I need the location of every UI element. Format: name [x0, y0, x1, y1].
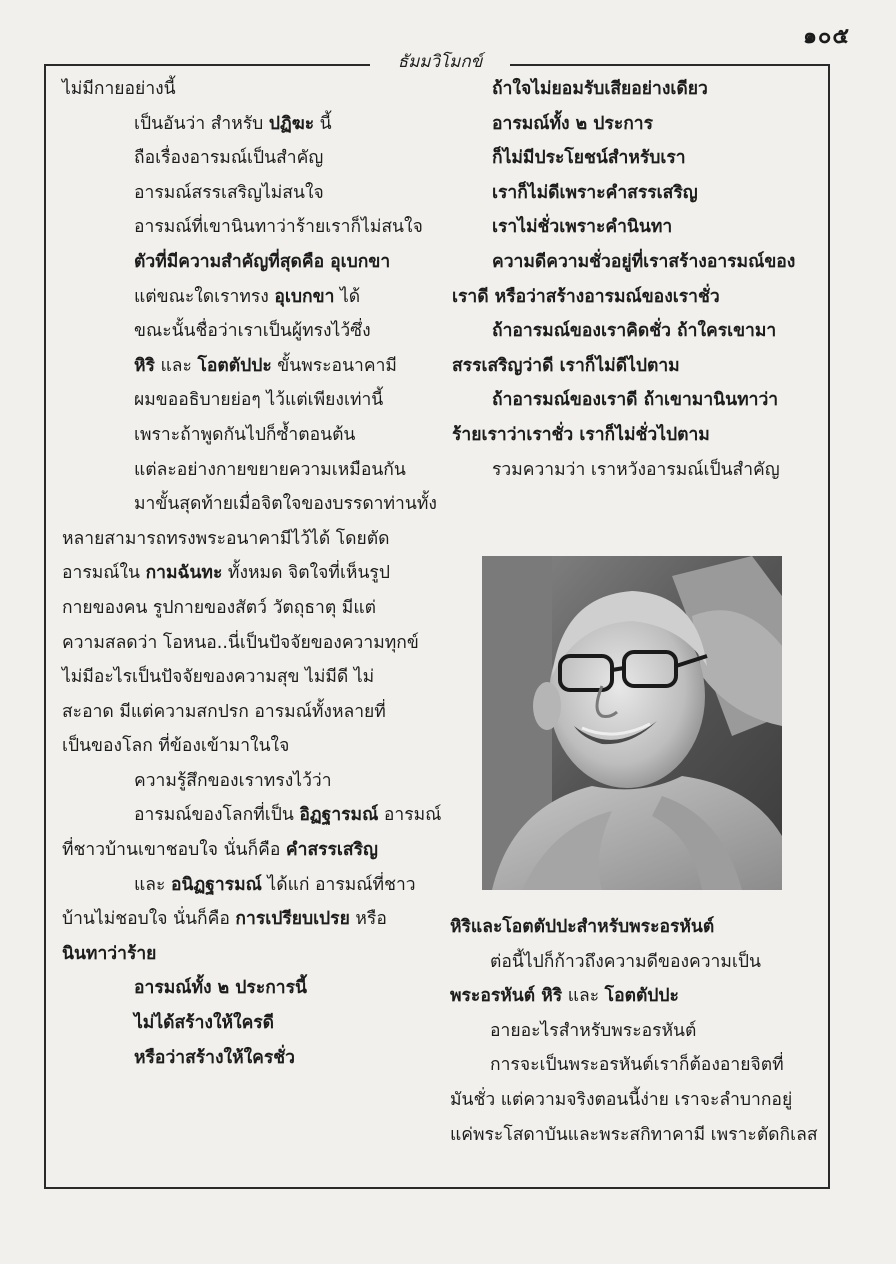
- right-column-line: ถ้าใจไม่ยอมรับเสียอย่างเดียว: [492, 79, 708, 99]
- left-column-line: [62, 556, 434, 591]
- page-number: ๑๐๕: [802, 23, 850, 49]
- left-column-line: กายของคน รูปกายของสัตว์ วัตถุธาตุ มีแต่: [62, 597, 376, 618]
- left-column-text-segment: เป็นอันว่า สำหรับ: [134, 113, 269, 134]
- left-column: [62, 72, 442, 1075]
- left-column-line: หรือว่าสร้างให้ใครชั่ว: [134, 1047, 295, 1068]
- right-column-line: สรรเสริญว่าดี เราก็ไม่ดีไปตาม: [452, 355, 680, 376]
- right-column-line: อารมณ์ทั้ง ๒ ประการ: [492, 113, 654, 134]
- left-column-text-segment: ได้: [334, 286, 361, 307]
- left-column-text-segment: แต่ขณะใดเราทรง: [134, 286, 275, 307]
- left-column-text-segment: อารมณ์ของโลกที่เป็น: [134, 805, 300, 826]
- left-column-line: เพราะถ้าพูดกันไปก็ซ้ำตอนต้น: [134, 424, 356, 445]
- left-column-text-segment: ปฏิฆะ: [268, 113, 315, 134]
- left-column-text-segment: การเปรียบเปรย: [235, 909, 350, 930]
- left-column-text-segment: คำสรรเสริญ: [285, 840, 378, 861]
- right-column-line: ถ้าอารมณ์ของเราคิดชั่ว ถ้าใครเขามา: [492, 321, 777, 342]
- right-column-line: ความดีความชั่วอยู่ที่เราสร้างอารมณ์ของ: [492, 251, 796, 272]
- left-column-line: หลายสามารถทรงพระอนาคามีไว้ได้ โดยตัด: [62, 528, 390, 549]
- left-column-line: แต่ละอย่างกายขยายความเหมือนกัน: [134, 459, 406, 480]
- left-column-line: ไม่มีอะไรเป็นปัจจัยของความสุข ไม่มีดี ไม่: [62, 667, 375, 688]
- left-column-line: ขณะนั้นชื่อว่าเราเป็นผู้ทรงไว้ซึ่ง: [134, 321, 371, 342]
- left-column-text-segment: นี้: [314, 113, 332, 134]
- caption-line: [450, 979, 815, 1014]
- caption-text-segment: โอตตัปปะ: [604, 986, 679, 1007]
- caption-line: แค่พระโสดาบันและพระสกิทาคามี เพราะตัดกิเลส: [450, 1124, 818, 1145]
- left-column-line: ตัวที่มีความสำคัญที่สุดคือ อุเบกขา: [134, 251, 391, 272]
- left-column-line: ความรู้สึกของเราทรงไว้ว่า: [134, 770, 332, 791]
- caption-text-segment: พระอรหันต์: [450, 986, 542, 1007]
- right-column-line: รวมความว่า เราหวังอารมณ์เป็นสำคัญ: [492, 459, 780, 480]
- left-column-line: เป็นของโลก ที่ข้องเข้ามาในใจ: [62, 736, 290, 757]
- left-column-line: [62, 868, 434, 903]
- monk-photo: [482, 556, 782, 890]
- left-column-line: สะอาด มีแต่ความสกปรก อารมณ์ทั้งหลายที่: [62, 701, 386, 722]
- left-column-text-segment: อารมณ์ใน: [62, 563, 146, 584]
- left-column-line: อารมณ์ที่เขานินทาว่าร้ายเราก็ไม่สนใจ: [134, 217, 423, 238]
- left-column-line: [62, 349, 434, 384]
- left-column-text-segment: อุเบกขา: [274, 286, 335, 307]
- left-column-line: [62, 902, 434, 937]
- left-column-text-segment: หรือ: [349, 909, 387, 930]
- left-column-text-segment: หิริ: [134, 355, 155, 376]
- left-column-text-segment: อิฏฐารมณ์: [299, 805, 379, 826]
- left-column-line: ความสลดว่า โอหนอ..นี่เป็นปัจจัยของความทุกข์: [62, 632, 419, 653]
- left-column-text-segment: อารมณ์: [378, 805, 442, 826]
- caption-line: มันชั่ว แต่ความจริงตอนนี้ง่าย เราจะลำบากอยู่: [450, 1089, 793, 1110]
- left-column-text-segment: ขั้นพระอนาคามี: [271, 355, 397, 376]
- left-column-text-segment: บ้านไม่ชอบใจ นั่นก็คือ: [62, 909, 236, 930]
- right-column-line: เราก็ไม่ดีเพราะคำสรรเสริญ: [492, 182, 698, 203]
- right-column-line: ถ้าอารมณ์ของเราดี ถ้าเขามานินทาว่า: [492, 390, 779, 411]
- left-column-line: ไม่ได้สร้างให้ใครดี: [134, 1013, 275, 1034]
- caption-line: อายอะไรสำหรับพระอรหันต์: [490, 1020, 697, 1041]
- left-column-line: [62, 798, 442, 833]
- caption-line: การจะเป็นพระอรหันต์เราก็ต้องอายจิตที่: [490, 1055, 784, 1076]
- left-column-line: [62, 280, 434, 315]
- left-column-text-segment: โอตตัปปะ: [197, 355, 272, 376]
- left-column-line: ถือเรื่องอารมณ์เป็นสำคัญ: [134, 148, 324, 169]
- caption-line: ต่อนี้ไปก็ก้าวถึงความดีของความเป็น: [490, 951, 761, 972]
- caption-text-segment: และ: [562, 986, 605, 1007]
- left-column-line: [62, 833, 434, 868]
- left-column-text-segment: ที่ชาวบ้านเขาชอบใจ นั่นก็คือ: [62, 840, 286, 861]
- left-column-line: ไม่มีกายอย่างนี้: [62, 79, 176, 99]
- left-column-line: อารมณ์ทั้ง ๒ ประการนี้: [134, 978, 308, 999]
- running-head: ธัมมวิโมกข์: [370, 48, 510, 76]
- left-column-line: ผมขออธิบายย่อๆ ไว้แต่เพียงเท่านี้: [134, 390, 384, 411]
- left-column-line: [62, 107, 434, 142]
- left-column-line: นินทาว่าร้าย: [62, 943, 157, 964]
- caption-line: หิริและโอตตัปปะสำหรับพระอรหันต์: [450, 917, 715, 937]
- monk-photo-illustration: [482, 556, 782, 890]
- left-column-text-segment: และ: [134, 874, 171, 895]
- left-column-line: มาขั้นสุดท้ายเมื่อจิตใจของบรรดาท่านทั้ง: [134, 494, 437, 515]
- right-column-line: เราดี หรือว่าสร้างอารมณ์ของเราชั่ว: [452, 286, 720, 307]
- left-column-text-segment: ทั้งหมด จิตใจที่เห็นรูป: [222, 563, 390, 584]
- left-column-text-segment: อนิฏฐารมณ์: [170, 874, 262, 895]
- left-column-text-segment: ได้แก่ อารมณ์ที่ชาว: [261, 874, 416, 895]
- caption-block: [450, 910, 818, 1152]
- right-column-line: ร้ายเราว่าเราชั่ว เราก็ไม่ชั่วไปตาม: [452, 424, 710, 445]
- caption-text-segment: หิริ: [541, 986, 563, 1007]
- right-column-line: เราไม่ชั่วเพราะคำนินทา: [492, 217, 673, 238]
- left-column-text-segment: กามฉันทะ: [145, 563, 223, 584]
- left-column-line: อารมณ์สรรเสริญไม่สนใจ: [134, 182, 324, 203]
- left-column-text-segment: และ: [154, 355, 198, 376]
- right-column-line: ก็ไม่มีประโยชน์สำหรับเรา: [492, 148, 686, 169]
- right-column: [452, 72, 812, 487]
